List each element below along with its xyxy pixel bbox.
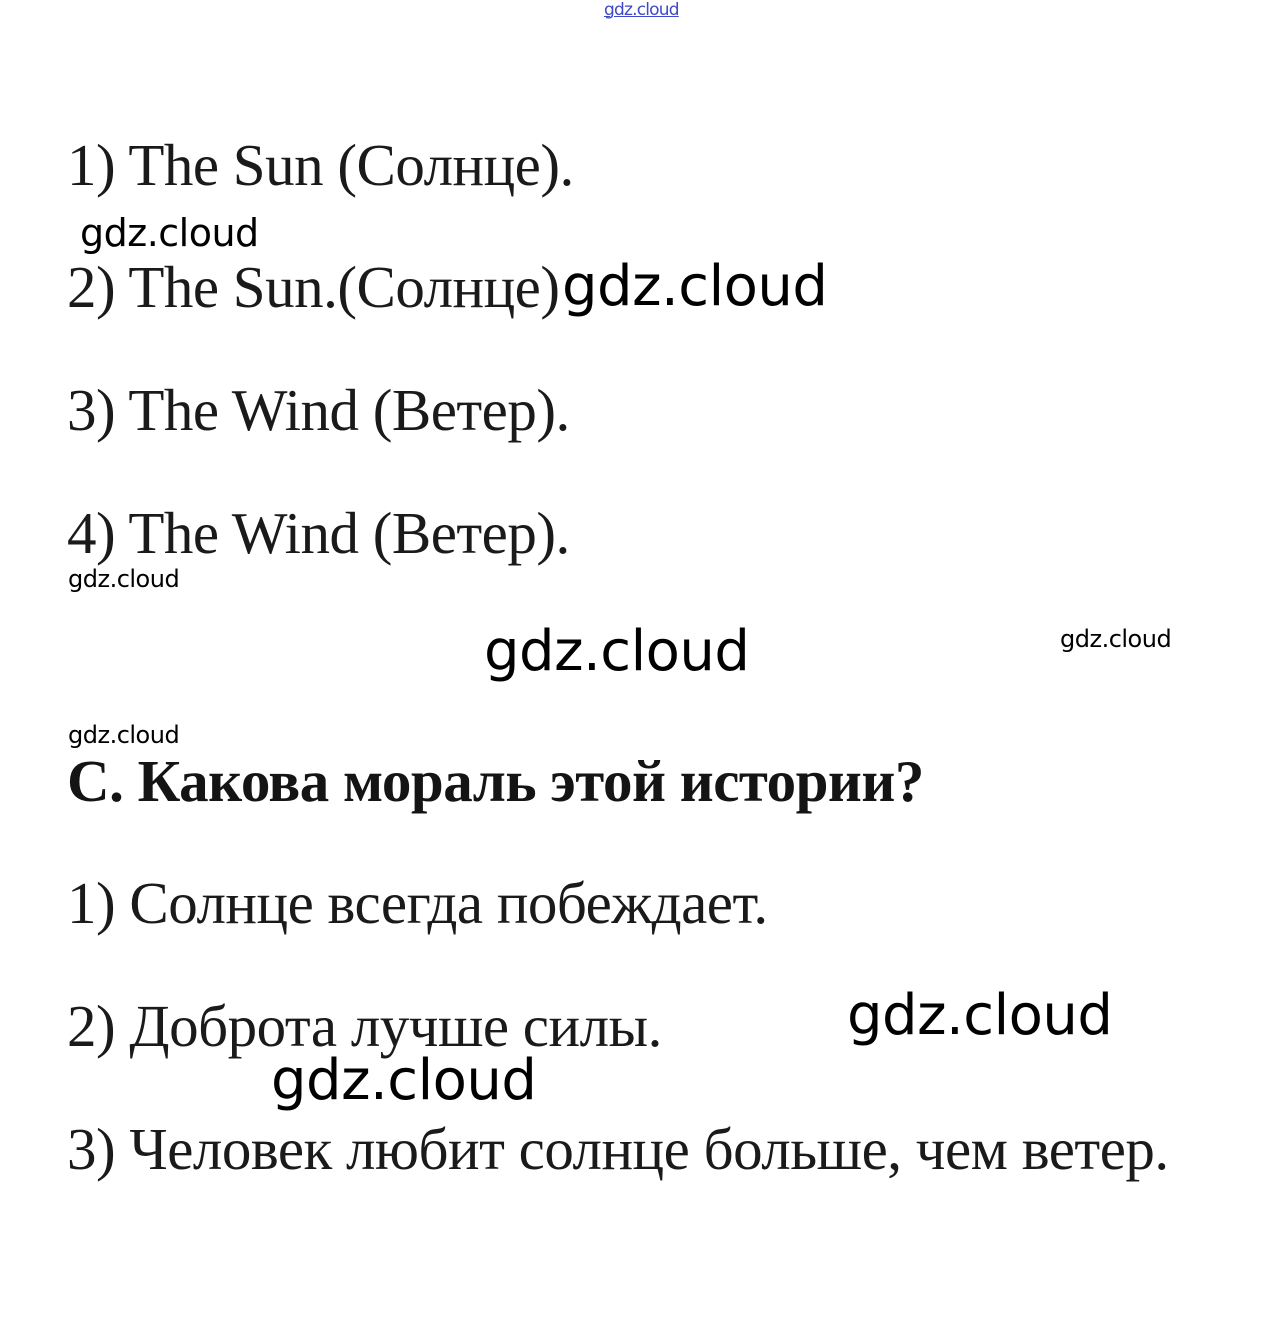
section-c-title: C. Какова мораль этой истории? (67, 748, 924, 814)
watermark: gdz.cloud (1060, 625, 1172, 653)
watermark: gdz.cloud (847, 983, 1113, 1048)
watermark: gdz.cloud (80, 211, 259, 255)
watermark-link[interactable]: gdz.cloud (604, 0, 679, 20)
watermark: gdz.cloud (562, 254, 828, 319)
answer-line-3: 3) The Wind (Ветер). (67, 377, 570, 443)
answer-line-1: 1) The Sun (Солнце). (67, 132, 574, 198)
watermark: gdz.cloud (68, 565, 180, 593)
moral-option-1: 1) Солнце всегда побеждает. (67, 870, 768, 936)
watermark: gdz.cloud (68, 721, 180, 749)
moral-option-2: 2) Доброта лучше силы. (67, 993, 662, 1059)
moral-option-3: 3) Человек любит солнце больше, чем ветер. (67, 1116, 1169, 1182)
answer-line-2: 2) The Sun.(Солнце) (67, 254, 560, 320)
watermark: gdz.cloud (271, 1048, 537, 1113)
watermark: gdz.cloud (484, 619, 750, 684)
answer-line-4: 4) The Wind (Ветер). (67, 500, 570, 566)
